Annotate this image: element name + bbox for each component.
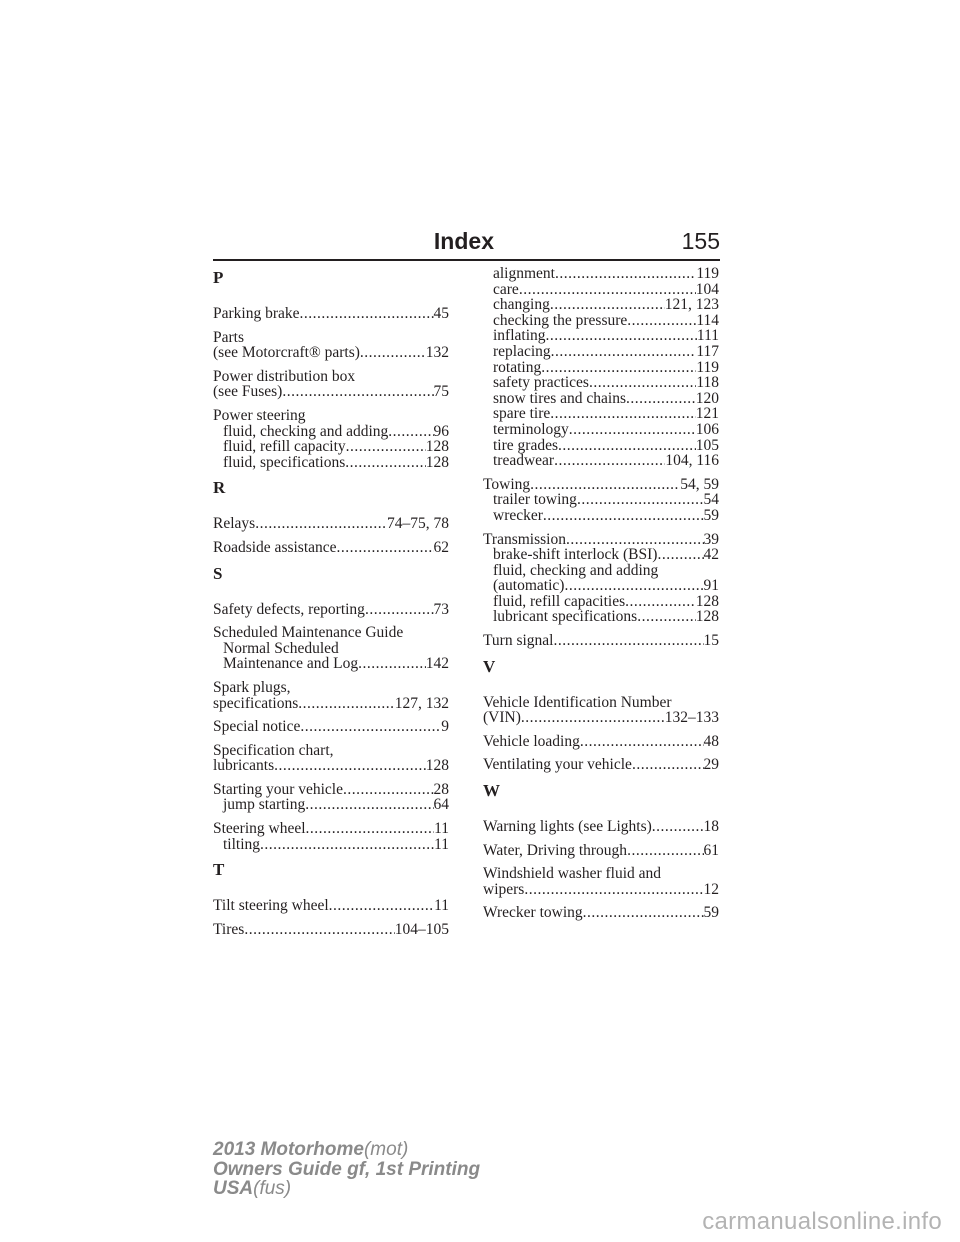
page-title: Index bbox=[433, 228, 494, 254]
index-entry-tilt-steering-wheel: Tilt steering wheel ..... 11 bbox=[213, 898, 449, 914]
header-rule bbox=[213, 259, 720, 261]
footer-market: USA bbox=[213, 1178, 254, 1199]
footer-model-code: (mot) bbox=[363, 1139, 409, 1160]
index-entry-parking-brake: Parking brake ..... 45 bbox=[213, 306, 449, 322]
section-letter-s: S bbox=[213, 563, 223, 583]
index-entry-tires-continued: alignment ..... 119 care ..... 104 changing ..... 121, 123 checking the pressure ..... 114 inflating ..... 111 replacing ..... 117 rotating ..... 119 safety practices ..... 118 snow tires and chains ..... 120 spare tire ..... 121 terminology ..... 106 tire grades ..... 105 treadwear ..... 104, 116 bbox=[483, 266, 719, 469]
footer-model: 2013 Motorhome bbox=[213, 1139, 364, 1160]
index-entry-power-distribution-box: Power distribution box (see Fuses) ..... 75 bbox=[213, 369, 449, 400]
index-entry-vin: Vehicle Identification Number (VIN) ..... 132–133 bbox=[483, 695, 719, 726]
index-entry-windshield-washer: Windshield washer fluid and wipers ..... 12 bbox=[483, 866, 719, 897]
section-letter-t: T bbox=[213, 860, 225, 880]
index-entry-parts: Parts (see Motorcraft® parts) ..... 132 bbox=[213, 330, 449, 361]
index-entry-roadside-assistance: Roadside assistance ..... 62 bbox=[213, 540, 449, 556]
document-footer bbox=[213, 1140, 480, 1199]
index-entry-warning-lights: Warning lights (see Lights) ..... 18 bbox=[483, 819, 719, 835]
section-letter-p: P bbox=[213, 268, 224, 287]
index-entry-starting-your-vehicle: Starting your vehicle ..... 28 jump starting ..... 64 bbox=[213, 782, 449, 813]
index-entry-wrecker-towing: Wrecker towing ..... 59 bbox=[483, 905, 719, 921]
page-header bbox=[213, 228, 720, 262]
index-column-left bbox=[213, 266, 449, 945]
index-entry-relays: Relays ..... 74–75, 78 bbox=[213, 516, 449, 532]
index-entry-power-steering: Power steering fluid, checking and adding ..... 96 fluid, refill capacity ..... 128 fluid, specifications ..... 128 bbox=[213, 408, 449, 470]
index-entry-specification-chart: Specification chart, lubricants ..... 128 bbox=[213, 743, 449, 774]
index-entry-special-notice: Special notice ..... 9 bbox=[213, 719, 449, 735]
footer-edition: Owners Guide gf, 1st Printing bbox=[213, 1158, 481, 1180]
index-column-right bbox=[483, 266, 719, 929]
index-entry-towing: Towing ..... 54, 59 trailer towing ..... 54 wrecker ..... 59 bbox=[483, 477, 719, 524]
footer-market-code: (fus) bbox=[253, 1178, 292, 1199]
section-letter-v: V bbox=[483, 656, 496, 676]
index-entry-safety-defects: Safety defects, reporting ..... 73 bbox=[213, 602, 449, 618]
index-entry-tires: Tires ..... 104–105 bbox=[213, 922, 449, 938]
index-entry-ventilating: Ventilating your vehicle ..... 29 bbox=[483, 757, 719, 773]
index-entry-transmission: Transmission ..... 39 brake-shift interlock (BSI) ..... 42 fluid, checking and adding (automatic) ..... 91 fluid, refill capacities ..... 128 lubricant specifications ..... 128 bbox=[483, 532, 719, 626]
index-entry-turn-signal: Turn signal ..... 15 bbox=[483, 633, 719, 649]
page-number: 155 bbox=[681, 228, 720, 254]
watermark: carmanualsonline.info bbox=[702, 1208, 942, 1235]
index-entry-vehicle-loading: Vehicle loading ..... 48 bbox=[483, 734, 719, 750]
section-letter-r: R bbox=[213, 478, 226, 498]
section-letter-w: W bbox=[483, 781, 500, 801]
index-entry-spark-plugs: Spark plugs, specifications ..... 127, 132 bbox=[213, 680, 449, 711]
index-entry-steering-wheel: Steering wheel ..... 11 tilting ..... 11 bbox=[213, 821, 449, 852]
index-entry-scheduled-maintenance: Scheduled Maintenance Guide Normal Scheduled Maintenance and Log ..... 142 bbox=[213, 625, 449, 672]
index-entry-water-driving-through: Water, Driving through ..... 61 bbox=[483, 843, 719, 859]
